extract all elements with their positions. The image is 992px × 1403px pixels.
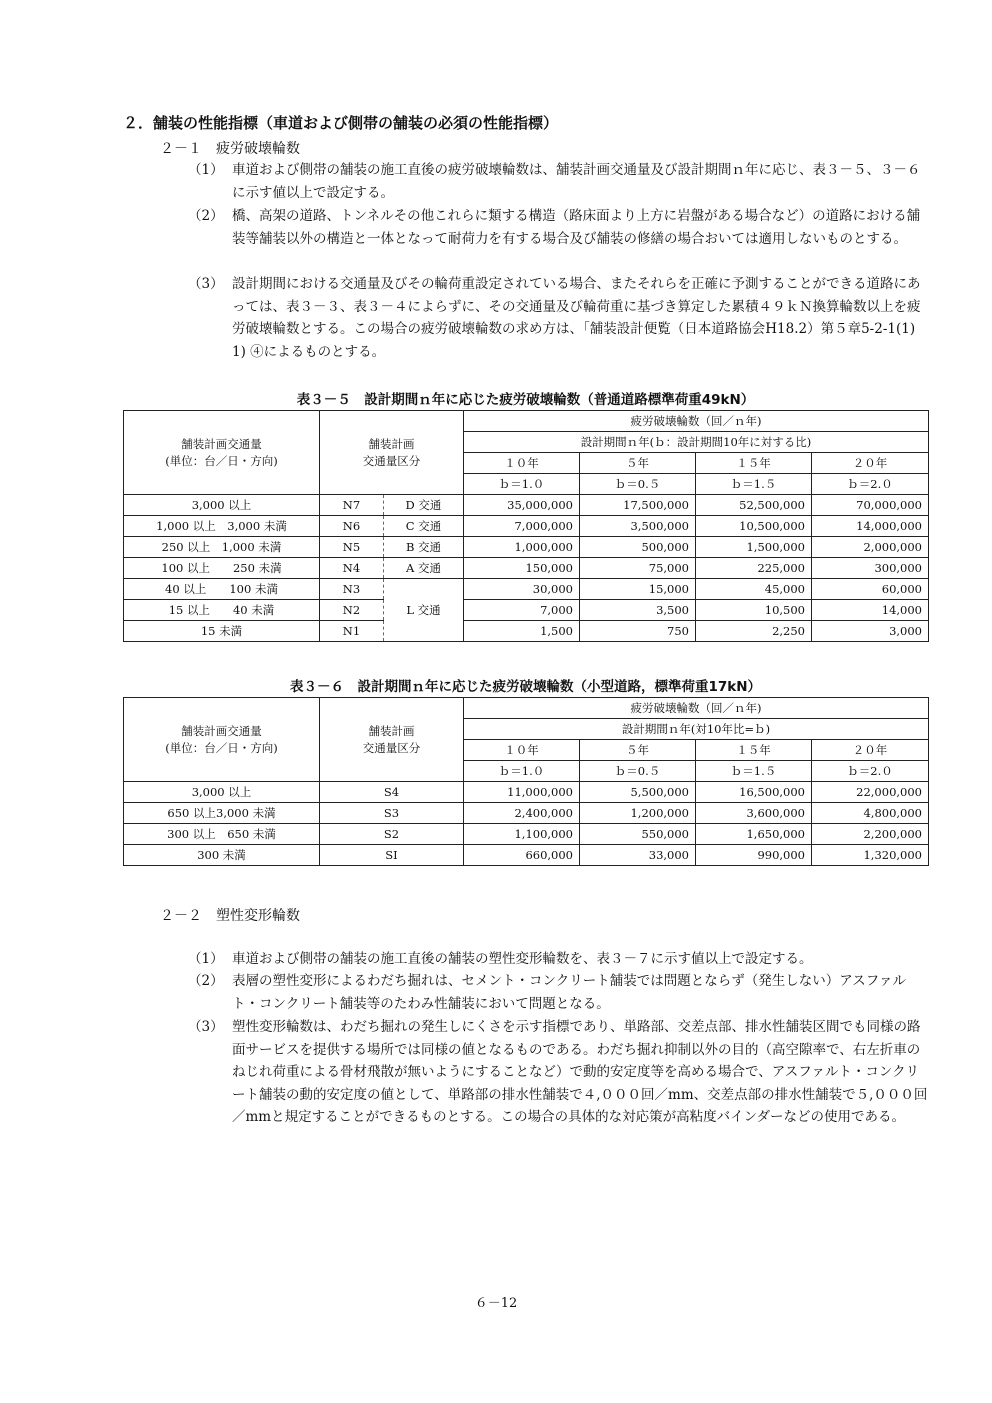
table-row — [124, 845, 929, 866]
cell-traffic: 300 以上 650 未満 — [124, 824, 320, 845]
cell-value: 30,000 — [464, 579, 580, 600]
cell-value: 16,500,000 — [696, 782, 812, 803]
cell-value: 10,500,000 — [696, 516, 812, 537]
cell-value: 750 — [580, 621, 696, 642]
header-year: １０年 — [464, 740, 580, 761]
cell-code: N6 — [320, 516, 384, 537]
cell-traffic: 1,000 以上 3,000 未満 — [124, 516, 320, 537]
header-class — [320, 698, 464, 782]
cell-value: 45,000 — [696, 579, 812, 600]
item-number: （1） — [188, 951, 224, 967]
paragraph-1-1 — [188, 159, 928, 204]
cell-value: 7,000 — [464, 600, 580, 621]
table-3-5-caption: 表３－５ 設計期間ｎ年に応じた疲労破壊輪数（普通道路標準荷重49kN） — [296, 392, 755, 408]
table-row — [124, 782, 929, 803]
item-text: 車道および側帯の舗装の施工直後の舗装の塑性変形輪数を、表３－７に示す値以上で設定する。 — [232, 951, 813, 967]
header-traffic-line1: 舗装計画交通量 — [181, 723, 262, 738]
header-year: １０年 — [464, 453, 580, 474]
table-row — [124, 579, 929, 600]
cell-class: C 交通 — [384, 516, 464, 537]
header-ratio: ｂ＝0.５ — [580, 761, 696, 782]
cell-value: 60,000 — [812, 579, 929, 600]
header-class-line1: 舗装計画 — [368, 436, 415, 451]
cell-value: 52,500,000 — [696, 495, 812, 516]
cell-value: 660,000 — [464, 845, 580, 866]
table-3-5 — [123, 410, 929, 642]
header-class-line2: 交通量区分 — [362, 453, 421, 468]
cell-value: 3,500 — [580, 600, 696, 621]
cell-code: S3 — [320, 803, 464, 824]
table-row — [124, 824, 929, 845]
cell-traffic: 250 以上 1,000 未満 — [124, 537, 320, 558]
cell-traffic: 100 以上 250 未満 — [124, 558, 320, 579]
header-ratio: ｂ＝1.５ — [696, 474, 812, 495]
item-text: 表層の塑性変形によるわだち掘れは、セメント・コンクリート舗装では問題とならず（発生しない）アスファルト・コンクリート舗装等のたわみ性舗装において問題となる。 — [232, 973, 906, 1012]
cell-value: 70,000,000 — [812, 495, 929, 516]
header-ratio: ｂ＝2.０ — [812, 761, 929, 782]
cell-value: 11,000,000 — [464, 782, 580, 803]
header-ratio: ｂ＝1.５ — [696, 761, 812, 782]
cell-code: N2 — [320, 600, 384, 621]
cell-traffic: 15 未満 — [124, 621, 320, 642]
cell-value: 35,000,000 — [464, 495, 580, 516]
item-text: 車道および側帯の舗装の施工直後の疲労破壊輪数は、舗装計画交通量及び設計期間ｎ年に応じ、表３－５、３－６に示す値以上で設定する。 — [232, 162, 921, 201]
item-number: （3） — [188, 276, 224, 292]
header-fatigue: 疲労破壊輪数（回／ｎ年) — [464, 411, 929, 432]
cell-traffic: 15 以上 40 未満 — [124, 600, 320, 621]
header-year: ５年 — [580, 740, 696, 761]
cell-traffic: 3,000 以上 — [124, 782, 320, 803]
header-class-line2: 交通量区分 — [362, 740, 421, 755]
header-ratio: ｂ＝0.５ — [580, 474, 696, 495]
cell-code: N3 — [320, 579, 384, 600]
item-text: 塑性変形輪数は、わだち掘れの発生しにくさを示す指標であり、単路部、交差点部、排水性舗装区間でも同様の路面サービスを提供する場所では同様の値となるものである。わだち掘れ抑制以外の目的（高空隙率で、右左折車のねじれ荷重による骨材飛散が無いようにすることなど）で動的安定度等を高める場合で、アスファルト・コンクリート舗装の動的安定度の値として、単路部の排水性舗装で４,０００回／mm、交差点部の排水性舗装で５,０００回／mmと規定することができるものとする。この場合の具体的な対応策が高粘度バインダーなどの使用である。 — [232, 1019, 928, 1125]
paragraph-2-3 — [188, 1016, 928, 1129]
table-row — [124, 537, 929, 558]
cell-value: 3,500,000 — [580, 516, 696, 537]
cell-value: 2,000,000 — [812, 537, 929, 558]
header-class — [320, 411, 464, 495]
paragraph-2-2 — [188, 970, 928, 1015]
cell-class: D 交通 — [384, 495, 464, 516]
table-row — [124, 600, 929, 621]
cell-traffic: 3,000 以上 — [124, 495, 320, 516]
cell-traffic: 300 未満 — [124, 845, 320, 866]
item-text: 設計期間における交通量及びその輪荷重設定されている場合、またそれらを正確に予測することができる道路にあっては、表３－３、表３－４によらずに、その交通量及び輪荷重に基づき算定した累積４９ｋＮ換算輪数以上を疲労破壊輪数とする。この場合の疲労破壊輪数の求め方は、「舗装設計便覧（日本道路協会H18.2）第５章5-2-1(1) 1) ④によるものとする。 — [232, 276, 921, 360]
table-row — [124, 495, 929, 516]
cell-value: 1,650,000 — [696, 824, 812, 845]
header-ratio: ｂ＝1.０ — [464, 761, 580, 782]
cell-class: A 交通 — [384, 558, 464, 579]
cell-value: 300,000 — [812, 558, 929, 579]
header-class-line1: 舗装計画 — [368, 723, 415, 738]
section-heading: ２．舗装の性能指標（車道および側帯の舗装の必須の性能指標） — [123, 114, 559, 132]
cell-value: 22,000,000 — [812, 782, 929, 803]
header-period: 設計期間ｎ年(対10年比=ｂ) — [464, 719, 929, 740]
header-year: ２０年 — [812, 740, 929, 761]
cell-traffic: 40 以上 100 未満 — [124, 579, 320, 600]
cell-value: 10,500 — [696, 600, 812, 621]
cell-value: 1,200,000 — [580, 803, 696, 824]
page-number: ６－12 — [474, 1296, 518, 1311]
cell-value: 3,600,000 — [696, 803, 812, 824]
cell-code: S4 — [320, 782, 464, 803]
table-row — [124, 558, 929, 579]
cell-value: 17,500,000 — [580, 495, 696, 516]
header-traffic-line2: (単位：台／日・方向) — [165, 740, 278, 755]
cell-value: 15,000 — [580, 579, 696, 600]
paragraph-2-1 — [188, 948, 928, 971]
cell-value: 5,500,000 — [580, 782, 696, 803]
subsection-heading-fatigue: ２－１ 疲労破壊輪数 — [160, 141, 300, 157]
table-row — [124, 803, 929, 824]
header-ratio: ｂ＝1.０ — [464, 474, 580, 495]
cell-code: SI — [320, 845, 464, 866]
header-traffic-line1: 舗装計画交通量 — [181, 436, 262, 451]
header-year: ５年 — [580, 453, 696, 474]
item-text: 橋、高架の道路、トンネルその他これらに類する構造（路床面より上方に岩盤がある場合など）の道路における舗装等舗装以外の構造と一体となって耐荷力を有する場合及び舗装の修繕の場合おいては適用しないものとする。 — [232, 208, 921, 247]
table-row — [124, 516, 929, 537]
cell-value: 1,500 — [464, 621, 580, 642]
table-3-6 — [123, 697, 929, 866]
header-traffic-line2: (単位：台／日・方向) — [165, 453, 278, 468]
paragraph-1-2 — [188, 205, 928, 250]
cell-value: 1,500,000 — [696, 537, 812, 558]
table-3-6-caption: 表３－６ 設計期間ｎ年に応じた疲労破壊輪数（小型道路，標準荷重17kN） — [289, 679, 762, 695]
cell-value: 225,000 — [696, 558, 812, 579]
cell-value: 75,000 — [580, 558, 696, 579]
cell-code: N7 — [320, 495, 384, 516]
cell-value: 2,250 — [696, 621, 812, 642]
header-fatigue: 疲労破壊輪数（回／ｎ年) — [464, 698, 929, 719]
cell-value: 14,000,000 — [812, 516, 929, 537]
cell-value: 1,320,000 — [812, 845, 929, 866]
cell-value: 2,200,000 — [812, 824, 929, 845]
cell-value: 1,100,000 — [464, 824, 580, 845]
subsection-heading-plastic: ２－２ 塑性変形輪数 — [160, 908, 300, 924]
header-traffic — [124, 698, 320, 782]
cell-class: B 交通 — [384, 537, 464, 558]
cell-value: 1,000,000 — [464, 537, 580, 558]
cell-code: N4 — [320, 558, 384, 579]
header-traffic — [124, 411, 320, 495]
cell-value: 14,000 — [812, 600, 929, 621]
cell-value: 33,000 — [580, 845, 696, 866]
header-period: 設計期間ｎ年(ｂ：設計期間10年に対する比) — [464, 432, 929, 453]
cell-traffic: 650 以上3,000 未満 — [124, 803, 320, 824]
header-ratio: ｂ＝2.０ — [812, 474, 929, 495]
item-number: （3） — [188, 1019, 224, 1035]
item-number: （2） — [188, 208, 224, 224]
cell-value: 550,000 — [580, 824, 696, 845]
cell-code: S2 — [320, 824, 464, 845]
header-year: １５年 — [696, 453, 812, 474]
header-year: ２０年 — [812, 453, 929, 474]
cell-code: N5 — [320, 537, 384, 558]
cell-value: 3,000 — [812, 621, 929, 642]
item-number: （2） — [188, 973, 224, 989]
paragraph-1-3 — [188, 273, 928, 363]
cell-class-merged: L 交通 — [384, 579, 464, 642]
cell-value: 150,000 — [464, 558, 580, 579]
cell-value: 4,800,000 — [812, 803, 929, 824]
table-row — [124, 621, 929, 642]
cell-value: 500,000 — [580, 537, 696, 558]
item-number: （1） — [188, 162, 224, 178]
cell-value: 2,400,000 — [464, 803, 580, 824]
header-year: １５年 — [696, 740, 812, 761]
cell-code: N1 — [320, 621, 384, 642]
cell-value: 990,000 — [696, 845, 812, 866]
cell-value: 7,000,000 — [464, 516, 580, 537]
